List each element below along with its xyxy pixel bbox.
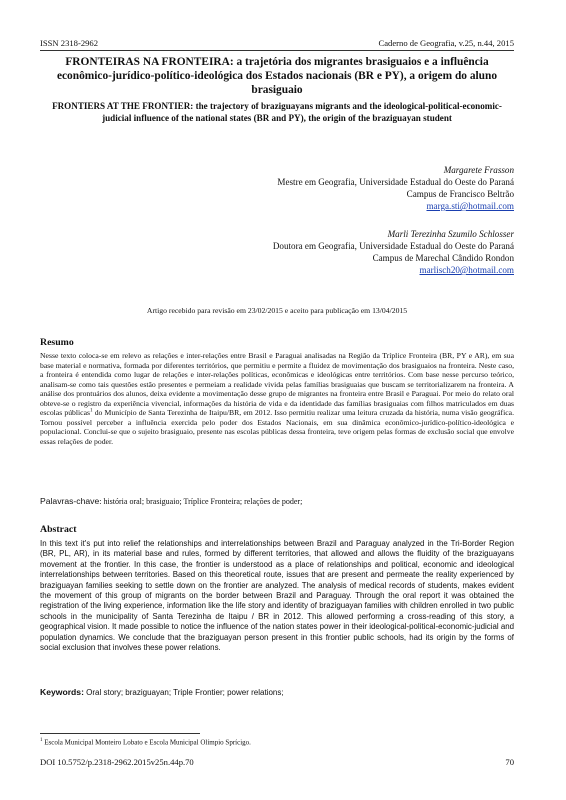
palavras-chave-text: : história oral; brasiguaio; Tríplice Fronteira; relações de poder; bbox=[99, 497, 303, 506]
resumo-text-part-1: Nesse texto coloca-se em relevo as relações e inter-relações entre Brasil e Paraguai analisadas na Região da Tríplice Fronteira (BR, PY e AR), em sua base material e normativa, formada por diferentes territórios, que permitiu e permite a fluidez de movimentação dos brasiguaios na fronteira. Neste caso, a fronteira é entendida como lugar de relações e inter-relações políticas, econômicas e ideológicas entre territórios. Com base nesse percurso teórico, analisam-se como tais questões estão presentes e permeiam a realidade vivida pelas famílias brasiguaias que buscam se territorializarem na fronteira. A análise dos prontuários dos alunos, deixa evidente a movimentação desse grupo de migrantes na fronteira entre Brasil e Paraguai. Por meio do relato oral obteve-se o registro da experiência vivencial, informações da história de vida e da identidade das famílias brasiguaias com filhos matriculados em duas escolas públicas bbox=[40, 351, 514, 417]
journal-citation: Caderno de Geografia, v.25, n.44, 2015 bbox=[378, 38, 514, 48]
author-name: Margarete Frasson bbox=[443, 165, 514, 175]
author-degree: Mestre em Geografia, Universidade Estadual do Oeste do Paraná bbox=[277, 177, 514, 187]
keywords-label: Keywords: bbox=[40, 687, 84, 697]
palavras-chave-label: Palavras-chave bbox=[40, 496, 100, 506]
abstract-heading: Abstract bbox=[40, 524, 77, 535]
author-email-link[interactable]: marlisch20@hotmail.com bbox=[419, 265, 514, 275]
footnote-mark: 1 bbox=[40, 738, 43, 743]
keywords bbox=[40, 687, 514, 697]
footnote-reference[interactable]: 1 bbox=[89, 407, 93, 414]
received-date-note: Artigo recebido para revisão em 23/02/2015 e aceito para publicação em 13/04/2015 bbox=[146, 306, 408, 315]
author-block-1 bbox=[154, 164, 514, 212]
resumo-text-part-2: do Município de Santa Terezinha de Itaipu/BR, em 2012. Isso permitiu realizar uma leitura cruzada da história, numa visão geográfica. Tornou possível perceber a influência exercida pelo poder dos Estados Nacionais, em sua dinâmica econômico-jurídico-político-ideológica e populacional. Conclui-se que o sujeito brasiguaio, presente nas escolas públicas dessa fronteira, teve origem pelas formas de exclusão social que envolve essas relações de poder. bbox=[40, 408, 514, 446]
author-degree: Doutora em Geografia, Universidade Estadual do Oeste do Paraná bbox=[272, 241, 514, 251]
author-campus: Campus de Francisco Beltrão bbox=[406, 189, 514, 199]
doi[interactable]: DOI 10.5752/p.2318-2962.2015v25n.44p.70 bbox=[40, 757, 194, 767]
resumo-text bbox=[40, 351, 514, 446]
abstract-text: In this text it's put into relief the relationships and interrelationships between Brazil and Paraguay analyzed in the Tri-Border Region (BR, PL, AR), in its material base and rules, formed by different territories, that allowed and allows the fluidity of the braziguayans movement at the frontier. In this case, the frontier is understood as a place of relationships and political, economic and ideological interrelationships between territories. Based on this theoretical route, issues that are present and permeate the reality experienced by braziguayan families seeking to settle down on the frontier are analyzed. The analysis of medical records of students, makes evident the movement of this group of migrants on the border between Brazil and Paraguay. Through the oral report it was obtained the registration of the living experience, information like the life story and identity of braziguayan families with children enrolled in two public schools in the municipality of Santa Terezinha de Itaipu / BR in 2012. This allowed performing a cross-reading of this story, a geographical vision. It made possible to notice the influence of the nation states power in their ideological-political-economic-judicial and population dynamics. We conclude that the braziguayan person present in this frontier public schools, had its origin by the forms of social exclusion that involves these power relations. bbox=[40, 539, 514, 653]
author-email-link[interactable]: marga.sti@hotmail.com bbox=[426, 201, 514, 211]
footnote-text: Escola Municipal Monteiro Lobato e Escola Municipal Olímpio Sprícigo. bbox=[42, 738, 251, 747]
author-block-2 bbox=[154, 228, 514, 276]
palavras-chave bbox=[40, 496, 514, 506]
footnote-rule bbox=[40, 733, 200, 734]
title-portuguese: FRONTEIRAS NA FRONTEIRA: a trajetória dos migrantes brasiguaios e a influência econômico-jurídico-político-ideológica dos Estados nacionais (BR e PY), a origem do aluno brasiguaio bbox=[56, 56, 498, 97]
issn: ISSN 2318-2962 bbox=[40, 38, 99, 48]
page-footer bbox=[40, 757, 514, 767]
footnote bbox=[40, 738, 251, 746]
keywords-text: Oral story; braziguayan; Triple Frontier; power relations; bbox=[83, 688, 284, 697]
resumo-heading: Resumo bbox=[40, 337, 74, 348]
title-english: FRONTIERS AT THE FRONTIER: the trajectory of braziguayans migrants and the ideological-political-economic-judicial influence of the national states (BR and PY), the origin of the braziguayan student bbox=[52, 101, 502, 123]
page-number: 70 bbox=[505, 757, 514, 767]
author-name: Marli Terezinha Szumilo Schlosser bbox=[387, 229, 514, 239]
header-rule bbox=[40, 50, 514, 51]
author-campus: Campus de Marechal Cândido Rondon bbox=[372, 253, 514, 263]
running-header bbox=[40, 38, 514, 48]
